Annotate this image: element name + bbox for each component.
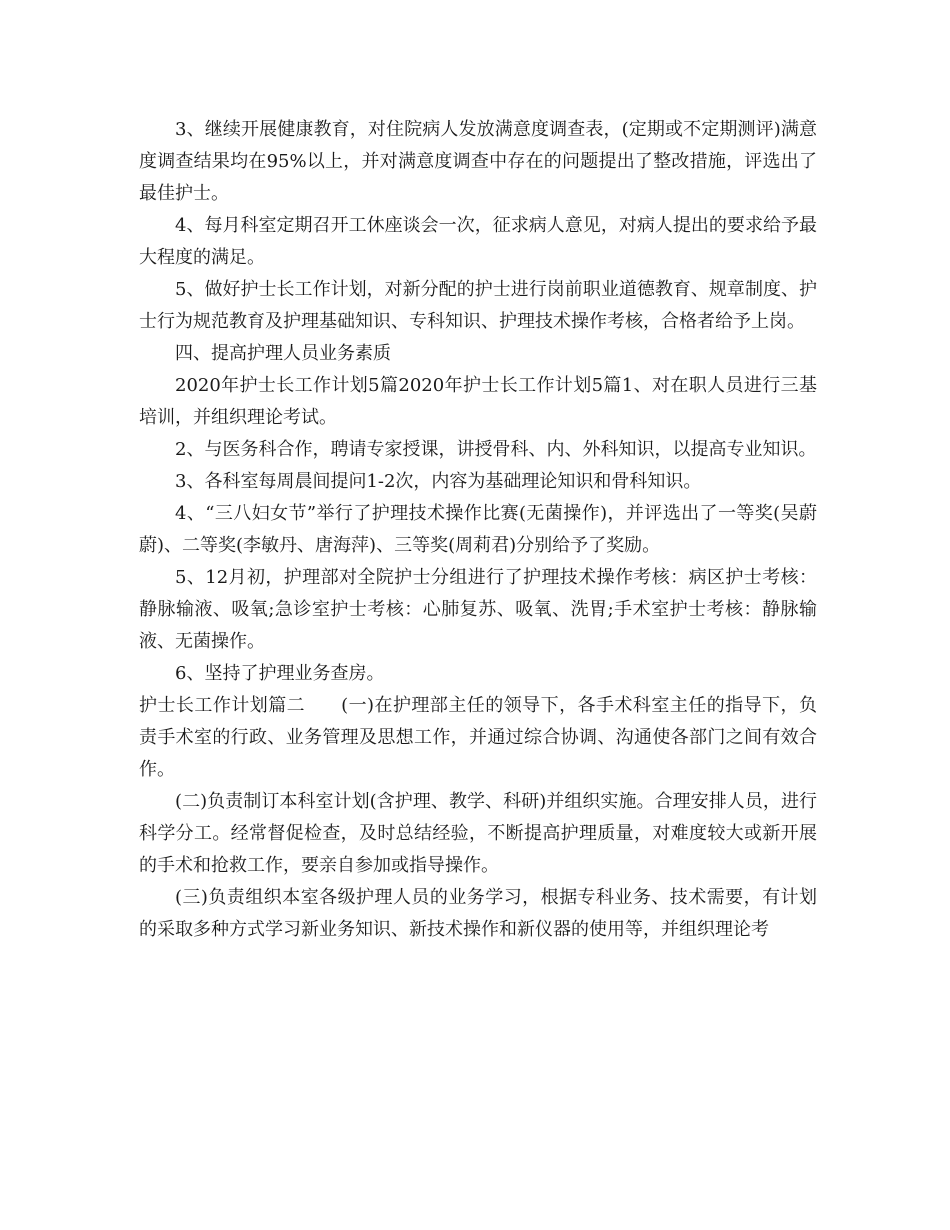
paragraph-patient-meeting: 4、每月科室定期召开工休座谈会一次，征求病人意见，对病人提出的要求给予最大程度的满足。	[139, 215, 817, 268]
paragraph-staff-study: (三)负责组织本室各级护理人员的业务学习，根据专科业务、技术需要，有计划的采取多种方式学习新业务知识、新技术操作和新仪器的使用等，并组织理论考	[139, 887, 817, 940]
paragraph-skills-competition: 4、“三八妇女节”举行了护理技术操作比赛(无菌操作)，并评选出了一等奖(吴蔚蔚)、二等奖(李敏丹、唐海萍)、三等奖(周莉君)分别给予了奖励。	[139, 503, 817, 556]
section-heading-quality: 四、提高护理人员业务素质	[175, 343, 391, 364]
section-block-plan-two	[139, 690, 817, 786]
paragraph-december-assessment: 5、12月初，护理部对全院护士分组进行了护理技术操作考核：病区护士考核：静脉输液、吸氧;急诊室护士考核：心肺复苏、吸氧、洗胃;手术室护士考核：静脉输液、无菌操作。	[139, 567, 817, 652]
document-body	[139, 114, 817, 946]
paragraph-satisfaction-survey: 3、继续开展健康教育，对住院病人发放满意度调查表，(定期或不定期测评)满意度调查结果均在95%以上，并对满意度调查中存在的问题提出了整改措施，评选出了最佳护士。	[139, 119, 817, 204]
paragraph-basic-training: 2020年护士长工作计划5篇2020年护士长工作计划5篇1、对在职人员进行三基培训，并组织理论考试。	[139, 375, 817, 428]
section-heading-plan-two: 护士长工作计划篇二	[139, 695, 306, 716]
paragraph-leadership-duty: (一)在护理部主任的领导下，各手术科室主任的指导下，负责手术室的行政、业务管理及思想工作，并通过综合协调、沟通使各部门之间有效合作。	[139, 695, 818, 780]
paragraph-expert-lectures: 2、与医务科合作，聘请专家授课，讲授骨科、内、外科知识，以提高专业知识。	[175, 439, 817, 460]
paragraph-morning-questions: 3、各科室每周晨间提问1-2次，内容为基础理论知识和骨科知识。	[175, 471, 702, 492]
paragraph-new-nurse-training: 5、做好护士长工作计划，对新分配的护士进行岗前职业道德教育、规章制度、护士行为规范教育及护理基础知识、专科知识、护理技术操作考核，合格者给予上岗。	[139, 279, 817, 332]
paragraph-ward-rounds: 6、坚持了护理业务查房。	[175, 663, 385, 684]
paragraph-department-plan: (二)负责制订本科室计划(含护理、教学、科研)并组织实施。合理安排人员，进行科学分工。经常督促检查，及时总结经验，不断提高护理质量，对难度较大或新开展的手术和抢救工作，要亲自参加或指导操作。	[139, 791, 817, 876]
